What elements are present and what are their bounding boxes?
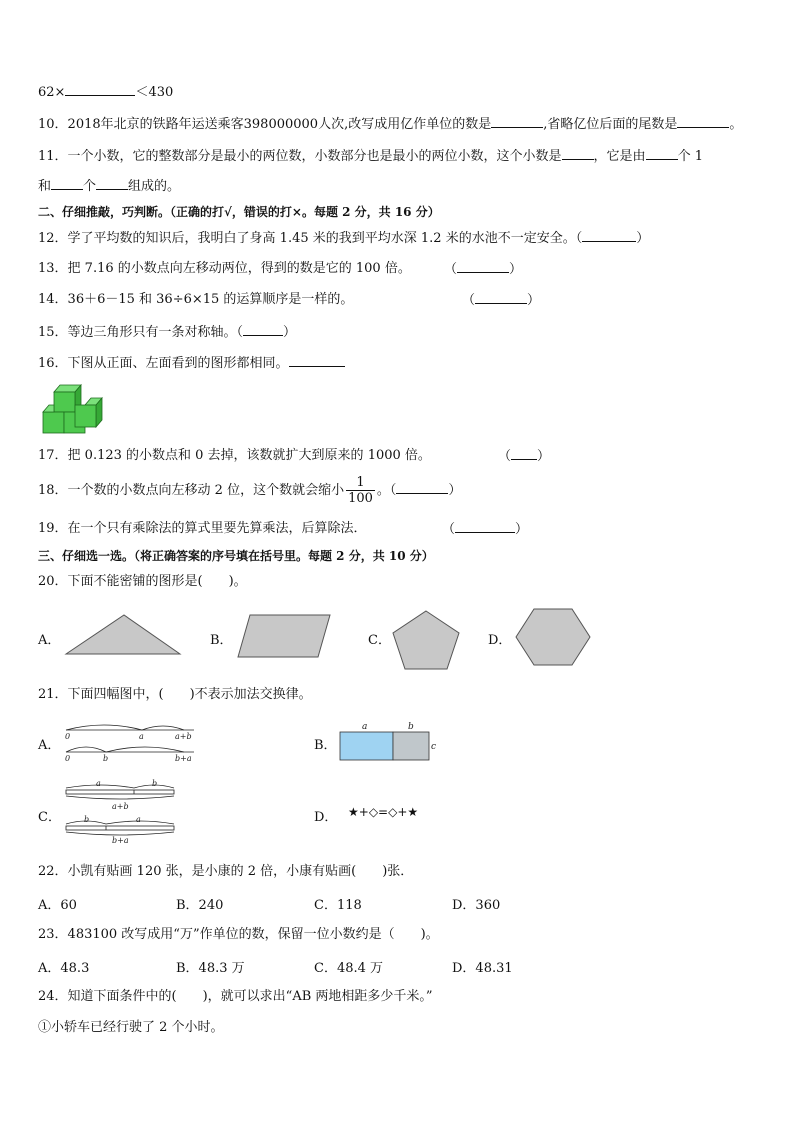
rect-a-part [340, 732, 393, 760]
q13-answer-blank[interactable] [457, 260, 509, 273]
q11-blank-2[interactable] [646, 147, 678, 160]
q11-text-6: 组成的。 [128, 179, 181, 194]
q19-paren-close: ） [515, 522, 529, 537]
q23-option-a[interactable]: A．48.3 [38, 961, 90, 976]
q22-option-c[interactable]: C．118 [314, 898, 362, 913]
q19-text: 19．在一个只有乘除法的算式里要先算乘法，后算除法． [38, 521, 367, 536]
q22-option-a[interactable]: A．60 [38, 898, 77, 913]
q20-option-c-label[interactable]: C． [368, 633, 391, 648]
question-15 [38, 323, 296, 342]
q11-blank-3[interactable] [51, 177, 83, 190]
q17-answer-blank[interactable] [511, 447, 537, 460]
q15-paren-close: ） [283, 325, 297, 340]
line-bottom-sum-label: b+a [175, 754, 192, 763]
q11-text: 11．一个小数，它的整数部分是最小的两位数，小数部分也是最小的两位小数，这个小数是 [38, 149, 562, 164]
q17-paren-close: ） [537, 449, 551, 464]
q16-text: 16．下图从正面、左面看到的图形都相同。 [38, 356, 289, 371]
question-13 [38, 260, 411, 278]
right-cube-front-face [75, 405, 96, 427]
pentagon-shape [390, 609, 462, 671]
line-bottom-zero-label: 0 [65, 754, 71, 763]
q21-option-c-label[interactable]: C． [38, 810, 61, 825]
q23-option-b[interactable]: B．48.3 万 [176, 961, 245, 976]
q20-option-b-label[interactable]: B． [210, 633, 233, 648]
q11-blank-1[interactable] [562, 147, 594, 160]
cubes-figure [40, 382, 106, 436]
q24-condition-1: ①小轿车已经行驶了 2 个小时。 [38, 1020, 224, 1035]
q14-paren-open: （ [462, 293, 476, 308]
triangle-shape [64, 613, 182, 657]
rectangle-area-diagram [336, 718, 446, 764]
q18-fraction [346, 475, 375, 506]
question-16 [38, 354, 345, 373]
q12-paren-close: ） [636, 231, 650, 246]
number-line-diagram [62, 718, 198, 764]
line-top-zero-label: 0 [65, 732, 71, 741]
q13-text: 13．把 7.16 的小数点向左移动两位，得到的数是它的 100 倍。 [38, 261, 411, 276]
parallelogram-shape [236, 613, 332, 659]
section-2-heading: 二、仔细推敲，巧判断。（正确的打√，错误的打×。每题 2 分，共 16 分） [38, 205, 440, 219]
q20-option-a-label[interactable]: A． [38, 633, 61, 648]
hexagon-shape [514, 607, 592, 667]
q-top-blank[interactable] [65, 83, 135, 96]
q21-option-b-label[interactable]: B． [314, 738, 337, 753]
question-11-line-2 [38, 177, 180, 196]
question-11-line-1 [38, 147, 703, 166]
seg-bottom-sum-label: b+a [112, 836, 129, 844]
q19-answer-blank[interactable] [455, 520, 515, 533]
question-12 [38, 229, 649, 248]
q12-text: 12．学了平均数的知识后，我明白了身高 1.45 米的我到平均水深 1.2 米的水池不一定安全。（ [38, 231, 583, 246]
q10-text-3: 。 [729, 117, 743, 132]
rect-b-label: b [408, 722, 414, 732]
q21-option-a-label[interactable]: A． [38, 738, 61, 753]
q17-answer [498, 447, 550, 466]
question-20: 20．下面不能密铺的图形是( )。 [38, 574, 247, 589]
q10-blank-1[interactable] [491, 115, 543, 128]
question-19 [38, 520, 367, 538]
question-10 [38, 115, 742, 134]
question-18 [38, 474, 461, 508]
q11-text-3: 个 1 [677, 149, 703, 164]
q19-paren-open: （ [442, 522, 456, 537]
q18-answer-blank[interactable] [396, 481, 448, 494]
rect-b-part [393, 732, 429, 760]
q-top-prefix: 62× [38, 85, 66, 100]
line-top-a-label: a [139, 732, 144, 741]
q17-text: 17．把 0.123 的小数点和 0 去掉，该数就扩大到原来的 1000 倍。 [38, 448, 431, 463]
left-cube-top-face [43, 405, 54, 412]
seg-top-b-label: b [152, 779, 158, 788]
fraction-numerator: 1 [346, 475, 375, 491]
fraction-denominator: 100 [348, 491, 373, 506]
seg-bottom-b-label: b [84, 815, 90, 824]
question-21: 21．下面四幅图中，( )不表示加法交换律。 [38, 687, 312, 702]
q14-answer-blank[interactable] [475, 291, 527, 304]
line-bottom-b-label: b [103, 754, 109, 763]
q11-text-5: 个 [83, 179, 97, 194]
rect-c-label: c [431, 742, 437, 752]
seg-bottom-a-label: a [136, 815, 141, 824]
q14-answer [462, 291, 540, 310]
q14-paren-close: ） [527, 293, 541, 308]
question-17 [38, 447, 431, 465]
q18-text: 18．一个数的小数点向左移动 2 位，这个数就会缩小 [38, 483, 345, 498]
q13-answer [444, 260, 522, 279]
question-22: 22．小凯有贴画 120 张，是小康的 2 倍，小康有贴画( )张． [38, 864, 414, 879]
q23-option-d[interactable]: D．48.31 [452, 961, 513, 976]
bottom-left-cube-face [43, 412, 64, 433]
question-14 [38, 291, 353, 309]
q11-text-4: 和 [38, 179, 52, 194]
q18-paren-close: ） [448, 483, 462, 498]
q19-answer [442, 520, 528, 539]
q18-text-2: 。（ [376, 483, 397, 498]
q16-answer-blank[interactable] [289, 354, 345, 367]
q-top-inequality [38, 83, 173, 102]
q10-blank-2[interactable] [677, 115, 729, 128]
line-top-sum-label: a+b [175, 732, 192, 741]
seg-top-a-label: a [96, 779, 101, 788]
q10-text: 10．2018年北京的铁路年运送乘客398000000人次,改写成用亿作单位的数是 [38, 117, 492, 132]
q10-text-2: ,省略亿位后面的尾数是 [543, 117, 678, 132]
q11-blank-4[interactable] [96, 177, 128, 190]
section-3-heading: 三、仔细选一选。（将正确答案的序号填在括号里。每题 2 分，共 10 分） [38, 549, 434, 563]
q14-text: 14．36＋6－15 和 36÷6×15 的运算顺序是一样的。 [38, 292, 354, 307]
q23-option-c[interactable]: C．48.4 万 [314, 961, 384, 976]
q21-option-d-label[interactable]: D． [314, 810, 338, 825]
q12-answer-blank[interactable] [582, 229, 636, 242]
rect-a-label: a [362, 722, 368, 732]
top-cube-front-face [54, 392, 75, 412]
q13-paren-open: （ [444, 262, 458, 277]
q20-option-d-label[interactable]: D． [488, 633, 512, 648]
seg-top-sum-label: a+b [112, 802, 129, 811]
q22-option-d[interactable]: D．360 [452, 898, 501, 913]
q22-option-b[interactable]: B．240 [176, 898, 224, 913]
q-top-suffix: ＜430 [135, 85, 174, 100]
question-24: 24．知道下面条件中的( )，就可以求出“AB 两地相距多少千米。” [38, 989, 433, 1004]
q11-text-2: ，它是由 [593, 149, 646, 164]
q15-text: 15．等边三角形只有一条对称轴。（ [38, 325, 244, 340]
segment-diagram [62, 778, 178, 844]
q15-answer-blank[interactable] [243, 323, 283, 336]
q13-paren-close: ） [509, 262, 523, 277]
star-diamond-equation: ★+◇=◇+★ [348, 805, 419, 819]
question-23: 23．483100 改写成用“万”作单位的数，保留一位小数约是（ )。 [38, 927, 439, 942]
q17-paren-open: （ [498, 449, 512, 464]
